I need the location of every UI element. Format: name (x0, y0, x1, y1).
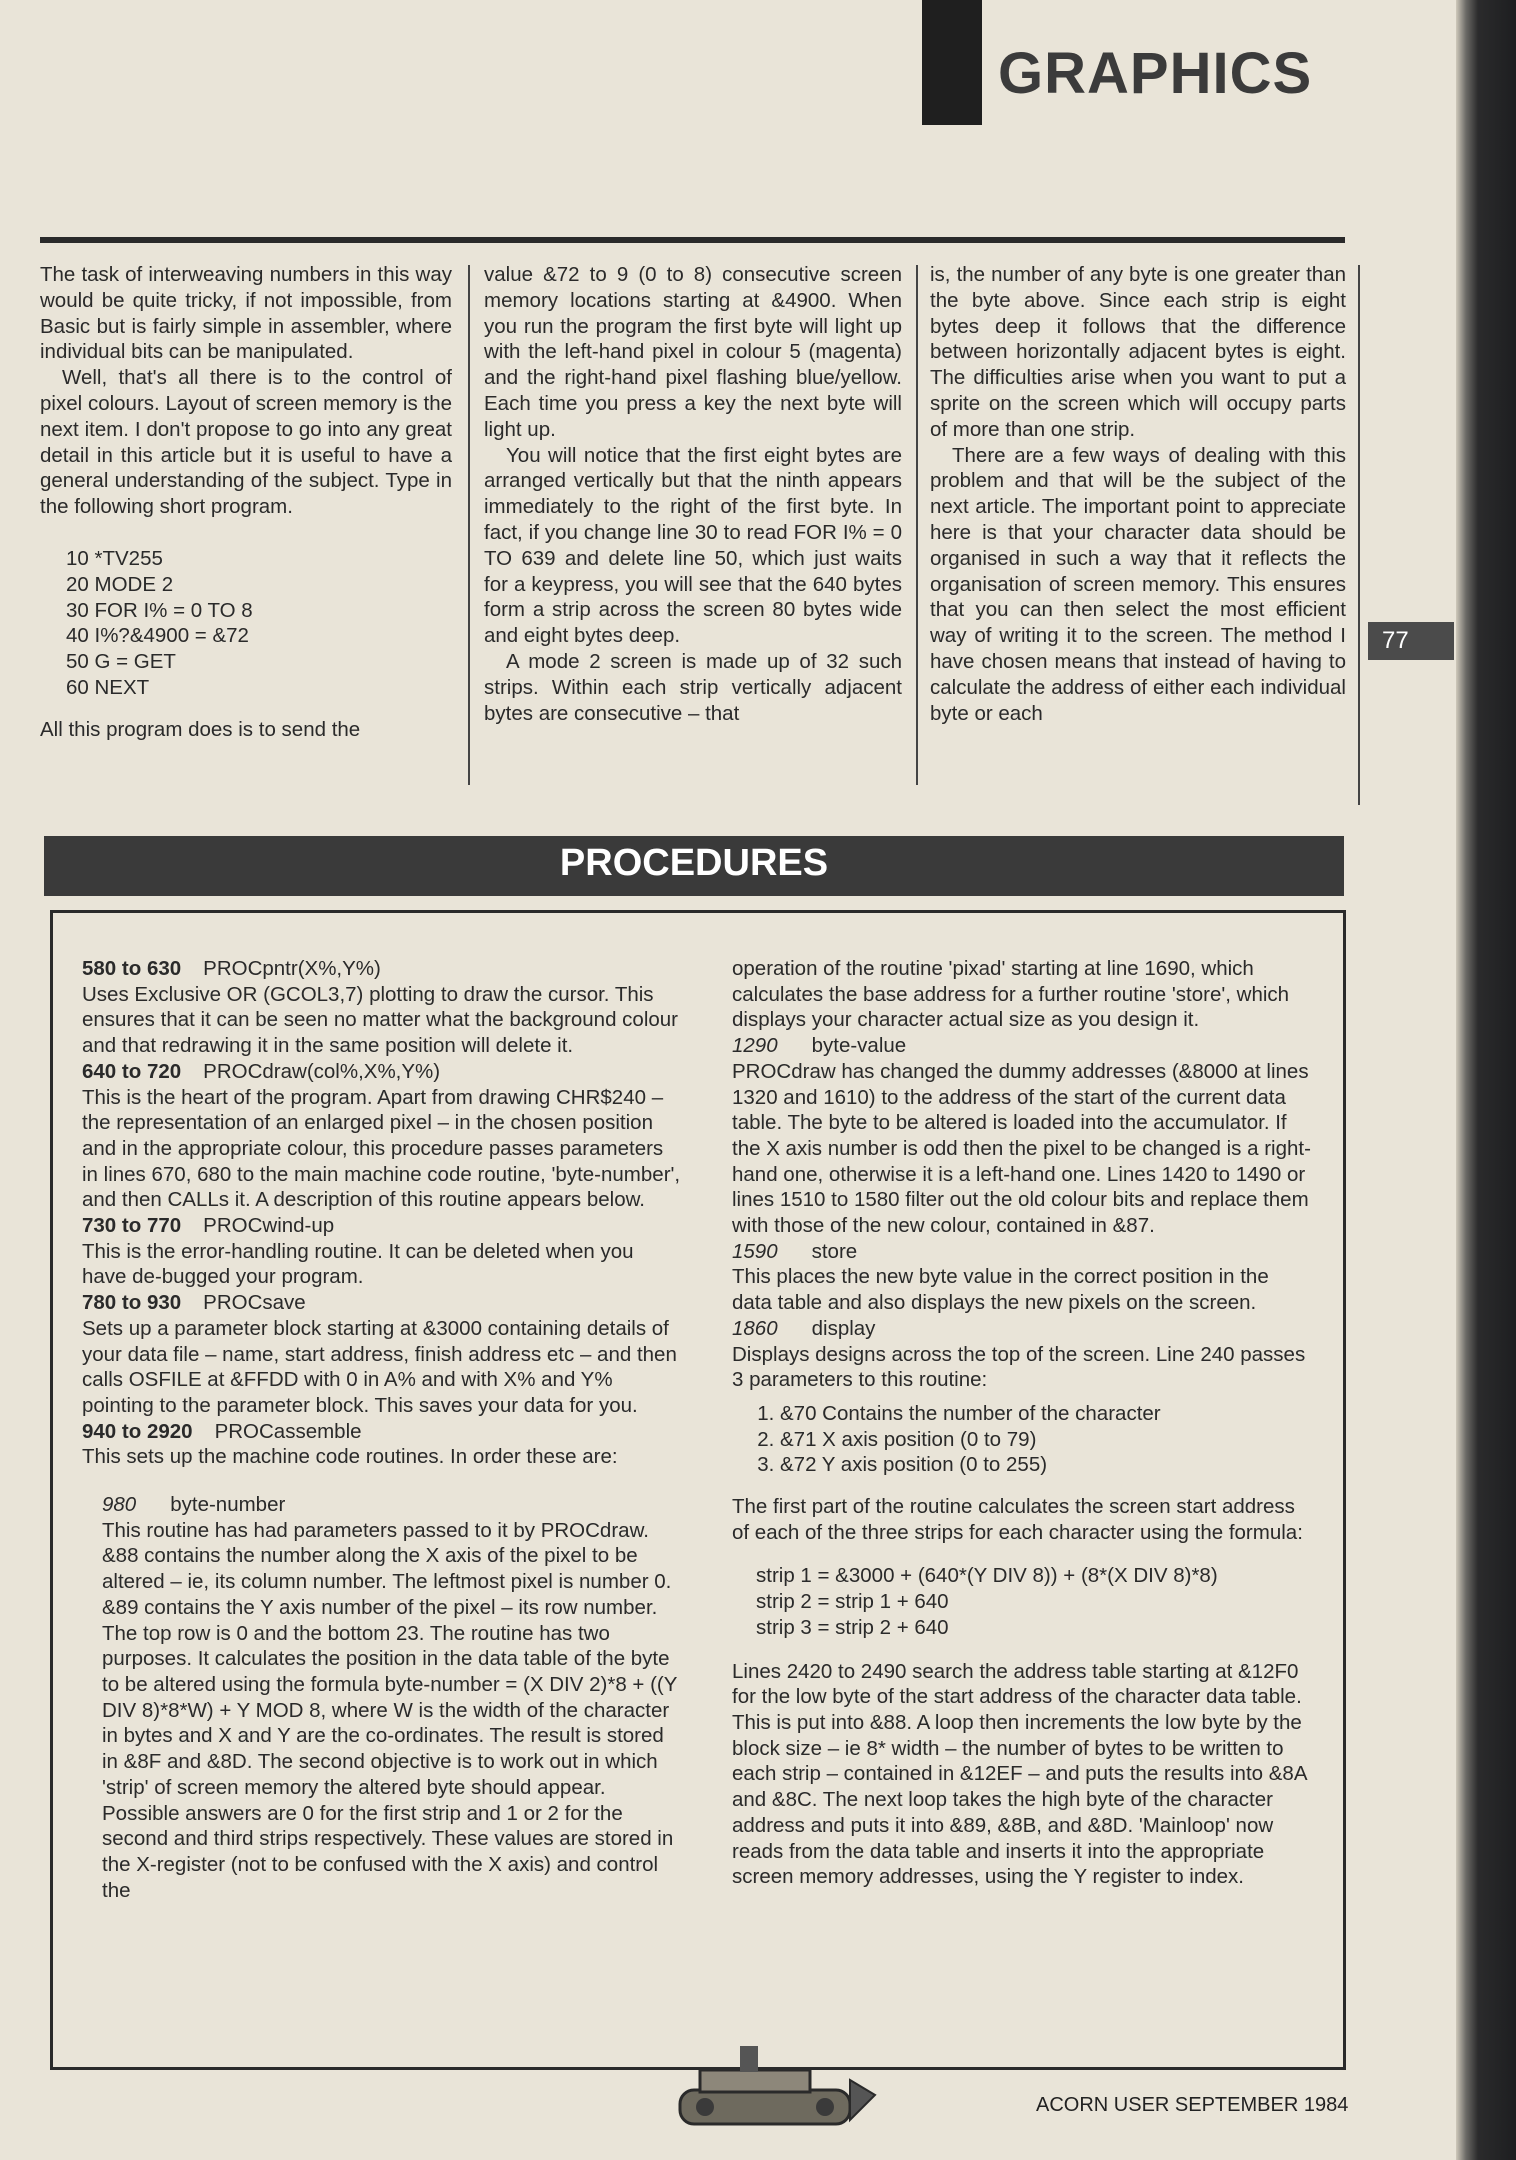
routine-heading: 1860 display (732, 1316, 876, 1340)
paragraph: You will notice that the first eight bytes are arranged vertically but that the ninth appears immediately to the right of the first byte. In fact, if you change line 30 to read FOR I% = 0 TO 639 and delete line 50, which just waits for a keypress, you will see that the 640 bytes form a strip across the screen 80 bytes wide and eight bytes deep. (484, 443, 902, 648)
code-line: 50 G = GET (66, 650, 176, 674)
list-item: 1. &70 Contains the number of the character (780, 1401, 1312, 1427)
routine-description: The first part of the routine calculates the screen start address of each of the three strips for each character using the formula: (732, 1495, 1303, 1544)
routine-heading: 780 to 930 PROCsave (82, 1291, 306, 1315)
procedures-right-column (732, 956, 1312, 1890)
routine-heading: 980 byte-number (102, 1493, 286, 1517)
list-item: 2. &71 X axis position (0 to 79) (780, 1427, 1312, 1453)
paragraph: is, the number of any byte is one greater than the byte above. Since each strip is eight bytes deep it follows that the difference between horizontally adjacent bytes is eight. The difficulties arise when you want to put a sprite on the screen which will occupy parts of more than one strip. (930, 263, 1346, 441)
code-line: 20 MODE 2 (66, 572, 174, 596)
parameter-list (732, 1401, 1312, 1478)
page-number-tab: 77 (1368, 622, 1454, 660)
routine-description: This sets up the machine code routines. In order these are: (82, 1445, 618, 1469)
body (700, 2070, 810, 2092)
paragraph: A mode 2 screen is made up of 32 such strips. Within each strip vertically adjacent bytes are consecutive – that (484, 649, 902, 725)
procedures-banner (44, 836, 1344, 896)
routine-description: operation of the routine 'pixad' starting at line 1690, which calculates the base address for a further routine 'store', which displays your character actual size as you design it. (732, 957, 1290, 1032)
formula-line: strip 3 = strip 2 + 640 (756, 1615, 949, 1639)
code-line: 30 FOR I% = 0 TO 8 (66, 598, 253, 622)
bulldozer-illustration (660, 2040, 890, 2140)
top-rule (40, 237, 1345, 243)
routine-heading: 1290 byte-value (732, 1034, 907, 1058)
routine-heading: 730 to 770 PROCwind-up (82, 1214, 335, 1238)
routine-description: Lines 2420 to 2490 search the address table starting at &12F0 for the low byte of the start address of the character data table. This is put into &88. A loop then increments the low byte by the block size – ie 8* width – the number of bytes to be written to each strip – contained in &12EF – and puts the results into &8A and &8C. The next loop takes the high byte of the character address and puts it into &89, &8B, and &8D. 'Mainloop' now reads from the data table and inserts it into the appropriate screen memory addresses, using the Y register to index. (732, 1659, 1307, 1889)
routine-description: This routine has had parameters passed to it by PROCdraw. &88 contains the number along the X axis of the pixel to be altered – ie, its column number. The leftmost pixel is number 0. &89 contains the Y axis number of the pixel – its row number. The top row is 0 and the bottom 23. The routine has two purposes. It calculates the position in the data table of the byte to be altered using the formula byte-number = (X DIV 2)*8 + ((Y DIV 8)*8*W) + Y MOD 8, where W is the width of the character in bytes and X and Y are the co-ordinates. The result is stored in &8F and &8D. The second objective is to work out in which 'strip' of screen memory the altered byte should appear. Possible answers are 0 for the first strip and 1 or 2 for the second and third strips respectively. These values are stored in the X-register (not to be confused with the X axis) and control the (102, 1518, 678, 1902)
cab (740, 2046, 758, 2072)
paragraph: value &72 to 9 (0 to 8) consecutive screen memory locations starting at &4900. When you run the program the first byte will light up with the left-hand pixel in colour 5 (magenta) and the right-hand pixel flashing blue/yellow. Each time you press a key the next byte will light up. (484, 263, 902, 441)
code-line: 40 I%?&4900 = &72 (66, 624, 249, 648)
list-item: 3. &72 Y axis position (0 to 255) (780, 1452, 1312, 1478)
code-line: 60 NEXT (66, 675, 150, 699)
article-column-3 (930, 262, 1346, 726)
procedures-left-column (82, 956, 682, 1903)
section-title: GRAPHICS (998, 41, 1313, 106)
paragraph: There are a few ways of dealing with this problem and that will be the subject of the next article. The important point to appreciate here is that your character data should be organised in such a way that it reflects the organisation of screen memory. This ensures that you can then select the most efficient way of writing it to the screen. The method I have chosen means that instead of having to calculate the address of either each individual byte or each (930, 443, 1346, 725)
formula-line: strip 2 = strip 1 + 640 (756, 1590, 949, 1614)
routine-heading: 640 to 720 PROCdraw(col%,X%,Y%) (82, 1059, 441, 1083)
code-listing (66, 546, 452, 701)
routine-description: This is the heart of the program. Apart from drawing CHR$240 – the representation of an enlarged pixel – in the chosen position and in the appropriate colour, this procedure passes parameters in lines 670, 680 to the main machine code routine, 'byte-number', and then CALLs it. A description of this routine appears below. (82, 1085, 681, 1212)
routine-heading: 940 to 2920 PROCassemble (82, 1419, 362, 1443)
routine-description: This places the new byte value in the correct position in the data table and also displays the new pixels on the screen. (732, 1265, 1269, 1315)
blade (850, 2080, 875, 2120)
routine-heading: 580 to 630 PROCpntr(X%,Y%) (82, 957, 381, 980)
routine-heading: 1590 store (732, 1239, 858, 1263)
routine-description: Uses Exclusive OR (GCOL3,7) plotting to draw the cursor. This ensures that it can be seen no matter what the background colour and that redrawing it in the same position will delete it. (82, 982, 679, 1058)
routine-description: Sets up a parameter block starting at &3000 containing details of your data file – name, start address, finish address etc – and then calls OSFILE at &FFDD with 0 in A% and with X% and Y% pointing to the parameter block. This saves your data for you. (82, 1316, 677, 1417)
code-line: 10 *TV255 (66, 546, 163, 570)
paragraph: Well, that's all there is to the control of pixel colours. Layout of screen memory is the next item. I don't propose to go into any great detail in this article but it is useful to have a general understanding of the subject. Type in the following short program. (40, 366, 452, 519)
article-column-1 (40, 262, 452, 743)
routine-description: PROCdraw has changed the dummy addresses (&8000 at lines 1320 and 1610) to the address of the start of the current data table. The byte to be altered is loaded into the accumulator. If the X axis number is odd then the pixel to be changed is a right-hand one, otherwise it is a left-hand one. Lines 1420 to 1490 or lines 1510 to 1580 filter out the old colour bits and replace them with those of the new colour, contained in &87. (732, 1059, 1311, 1238)
procedures-title: PROCEDURES (559, 842, 829, 884)
formula-block (756, 1563, 1312, 1640)
routine-description: This is the error-handling routine. It can be deleted when you have de-bugged your program. (82, 1239, 634, 1289)
column-divider (916, 265, 918, 785)
wheel (816, 2098, 834, 2116)
routine-description: Displays designs across the top of the screen. Line 240 passes 3 parameters to this routine: (732, 1342, 1306, 1392)
paragraph: The task of interweaving numbers in this way would be quite tricky, if not impossible, from Basic but is fairly simple in assembler, where individual bits can be manipulated. (40, 263, 452, 364)
header-bar (922, 0, 982, 125)
column-divider (468, 265, 470, 785)
paragraph: All this program does is to send the (40, 717, 361, 741)
wheel (696, 2098, 714, 2116)
page-binding-edge (1456, 0, 1516, 2160)
column-divider (1358, 265, 1360, 805)
formula-line: strip 1 = &3000 + (640*(Y DIV 8)) + (8*(X DIV 8)*8) (756, 1564, 1218, 1588)
article-column-2 (484, 262, 902, 726)
footer-credit: ACORN USER SEPTEMBER 1984 (1036, 2094, 1349, 2116)
sub-routine (102, 1492, 682, 1903)
